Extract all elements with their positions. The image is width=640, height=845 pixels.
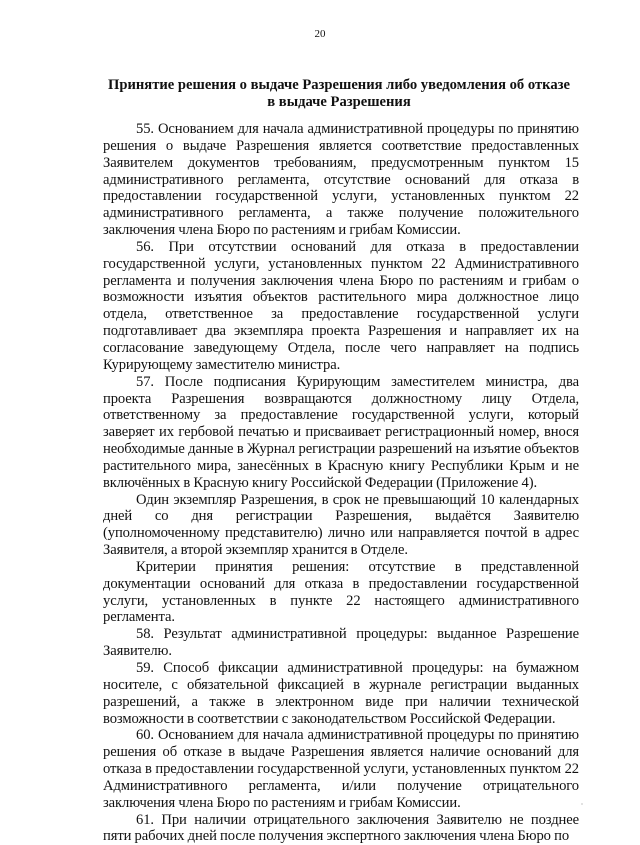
section-heading (100, 77, 578, 111)
document-body (103, 121, 579, 845)
paragraph-55: 55. Основанием для начала административной процедуры по принятию решения о выдаче Разрешения является соответствие предоставленных Заявителем документов требованиям, предусмотренным пунктом 15 административного регламента, отсутствие оснований для отказа в предоставлении государственной услуги, установленных пунктом 22 административного регламента, а также получение положительного заключения члена Бюро по растениям и грибам Комиссии. (103, 121, 579, 239)
section-heading-line: в выдаче Разрешения (267, 94, 411, 110)
scan-speck (581, 803, 583, 805)
paragraph-60: 60. Основанием для начала административной процедуры по принятию решения об отказе в выдаче Разрешения является наличие оснований для отказа в предоставлении государственной услуги, установленных пунктом 22 Административного регламента, и/или получение отрицательного заключения члена Бюро по растениям и грибам Комиссии. (103, 727, 579, 811)
paragraph-56: 56. При отсутствии оснований для отказа в предоставлении государственной услуги, установленных пунктом 22 Административного регламента и получения заключения члена Бюро по растениям и грибам о возможности изъятия объектов растительного мира должностное лицо отдела, ответственное за предоставление государственной услуги подготавливает два экземпляра проекта Разрешения и направляет их на согласование заведующему Отдела, после чего направляет на подпись Курирующему заместителю министра. (103, 238, 579, 373)
paragraph-61: 61. При наличии отрицательного заключения Заявителю не позднее пяти рабочих дней после получения экспертного заключения члена Бюро по (103, 811, 579, 845)
paragraph-59: 59. Способ фиксации административной процедуры: на бумажном носителе, с обязательной фиксацией в журнале регистрации выданных разрешений, а также в электронном виде при наличии технической возможности в соответствии с законодательством Российской Федерации. (103, 660, 579, 727)
paragraph-57-copy-delivery: Один экземпляр Разрешения, в срок не превышающий 10 календарных дней со дня регистрации Разрешения, выдаётся Заявителю (уполномоченному представителю) лично или направляется почтой в адрес Заявителя, а второй экземпляр хранится в Отделе. (103, 491, 579, 559)
paragraph-57: 57. После подписания Курирующим заместителем министра, два проекта Разрешения возвращаются должностному лицу Отдела, ответственному за предоставление государственной услуги, который заверяет их гербовой печатью и присваивает регистрационный номер, внося необходимые данные в Журнал регистрации разрешений на изъятие объектов растительного мира, занесённых в Красную книгу Республики Крым и не включённых в Красную книгу Российской Федерации (Приложение 4). (103, 373, 579, 491)
paragraph-decision-criteria: Критерии принятия решения: отсутствие в представленной документации оснований для отказа в предоставлении государственной услуги, установленных в пункте 22 настоящего административного регламента. (103, 558, 579, 626)
paragraph-58: 58. Результат административной процедуры: выданное Разрешение Заявителю. (103, 626, 579, 660)
page-number: 20 (314, 28, 326, 40)
section-heading-line: Принятие решения о выдаче Разрешения либо уведомления об отказе (108, 77, 570, 93)
